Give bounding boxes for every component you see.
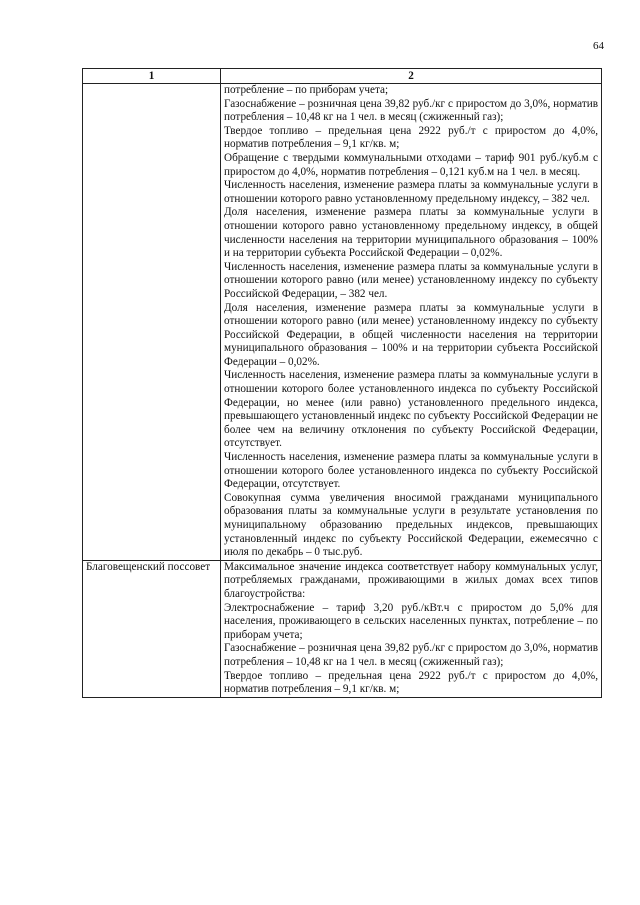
column-header-2: 2 bbox=[221, 69, 602, 84]
paragraph: Твердое топливо – предельная цена 2922 руб./т с приростом до 4,0%, норматив потребления – 9,1 кг/кв. м; bbox=[224, 669, 598, 696]
table-row bbox=[83, 560, 602, 697]
paragraph: Твердое топливо – предельная цена 2922 руб./т с приростом до 4,0%, норматив потребления – 9,1 кг/кв. м; bbox=[224, 124, 598, 151]
paragraph: Газоснабжение – розничная цена 39,82 руб./кг с приростом до 3,0%, норматив потребления – 10,48 кг на 1 чел. в месяц (сжиженный газ); bbox=[224, 97, 598, 124]
document-table bbox=[82, 68, 602, 698]
paragraph: Численность населения, изменение размера платы за коммунальные услуги в отношении которого более установленного индекса по субъекту Российской Федерации, но менее (или равно) установленного предельного индекса, превышающего установленный индекс по субъекту Российской Федерации не более чем на величину отклонения по субъекту Российской Федерации, отсутствует. bbox=[224, 369, 598, 450]
table-row bbox=[83, 84, 602, 561]
paragraph: Доля населения, изменение размера платы за коммунальные услуги в отношении которого равно установленному предельному индексу, в общей численности населения на территории муниципального образования – 100% и на территории субъекта Российской Федерации – 0,02%. bbox=[224, 206, 598, 260]
column-header-1: 1 bbox=[83, 69, 221, 84]
paragraph: Численность населения, изменение размера платы за коммунальные услуги в отношении которого равно (или менее) установленному индексу по субъекту Российской Федерации, – 382 чел. bbox=[224, 260, 598, 300]
row-content-cell bbox=[221, 560, 602, 697]
page-number: 64 bbox=[593, 40, 604, 52]
municipality-name: Благовещенский поссовет bbox=[86, 560, 211, 573]
paragraph: потребление – по приборам учета; bbox=[224, 84, 389, 96]
row-name-cell bbox=[83, 84, 221, 561]
paragraph: Электроснабжение – тариф 3,20 руб./кВт.ч с приростом до 5,0% для населения, проживающего в сельских населенных пунктах, потребление – по приборам учета; bbox=[224, 601, 598, 641]
paragraph: Доля населения, изменение размера платы за коммунальные услуги в отношении которого равно (или менее) установленному индексу по субъекту Российской Федерации, в общей численности населения на территории муниципального образования – 100% и на территории субъекта Российской Федерации – 0,02%. bbox=[224, 301, 598, 368]
paragraph: Обращение с твердыми коммунальными отходами – тариф 901 руб./куб.м с приростом до 4,0%, норматив потребления – 0,121 куб.м на 1 чел. в месяц. bbox=[224, 151, 598, 178]
paragraph: Максимальное значение индекса соответствует набору коммунальных услуг, потребляемых гражданами, проживающими в жилых домах всех типов благоустройства: bbox=[224, 560, 598, 600]
paragraph: Совокупная сумма увеличения вносимой гражданами муниципального образования платы за коммунальные услуги в результате установления по муниципальному образованию предельных индексов, превышающих установленный индекс по субъекту Российской Федерации, ежемесячно с июля по декабрь – 0 тыс.руб. bbox=[224, 491, 598, 559]
paragraph: Численность населения, изменение размера платы за коммунальные услуги в отношении которого более установленного индекса по субъекту Российской Федерации, отсутствует. bbox=[224, 451, 598, 491]
table-header-row bbox=[83, 69, 602, 84]
paragraph: Численность населения, изменение размера платы за коммунальные услуги в отношении которого равно установленному предельному индексу, – 382 чел. bbox=[224, 179, 598, 205]
paragraph: Газоснабжение – розничная цена 39,82 руб./кг с приростом до 3,0%, норматив потребления – 10,48 кг на 1 чел. в месяц (сжиженный газ); bbox=[224, 642, 598, 668]
row-name-cell bbox=[83, 560, 221, 697]
row-content-cell bbox=[221, 84, 602, 561]
